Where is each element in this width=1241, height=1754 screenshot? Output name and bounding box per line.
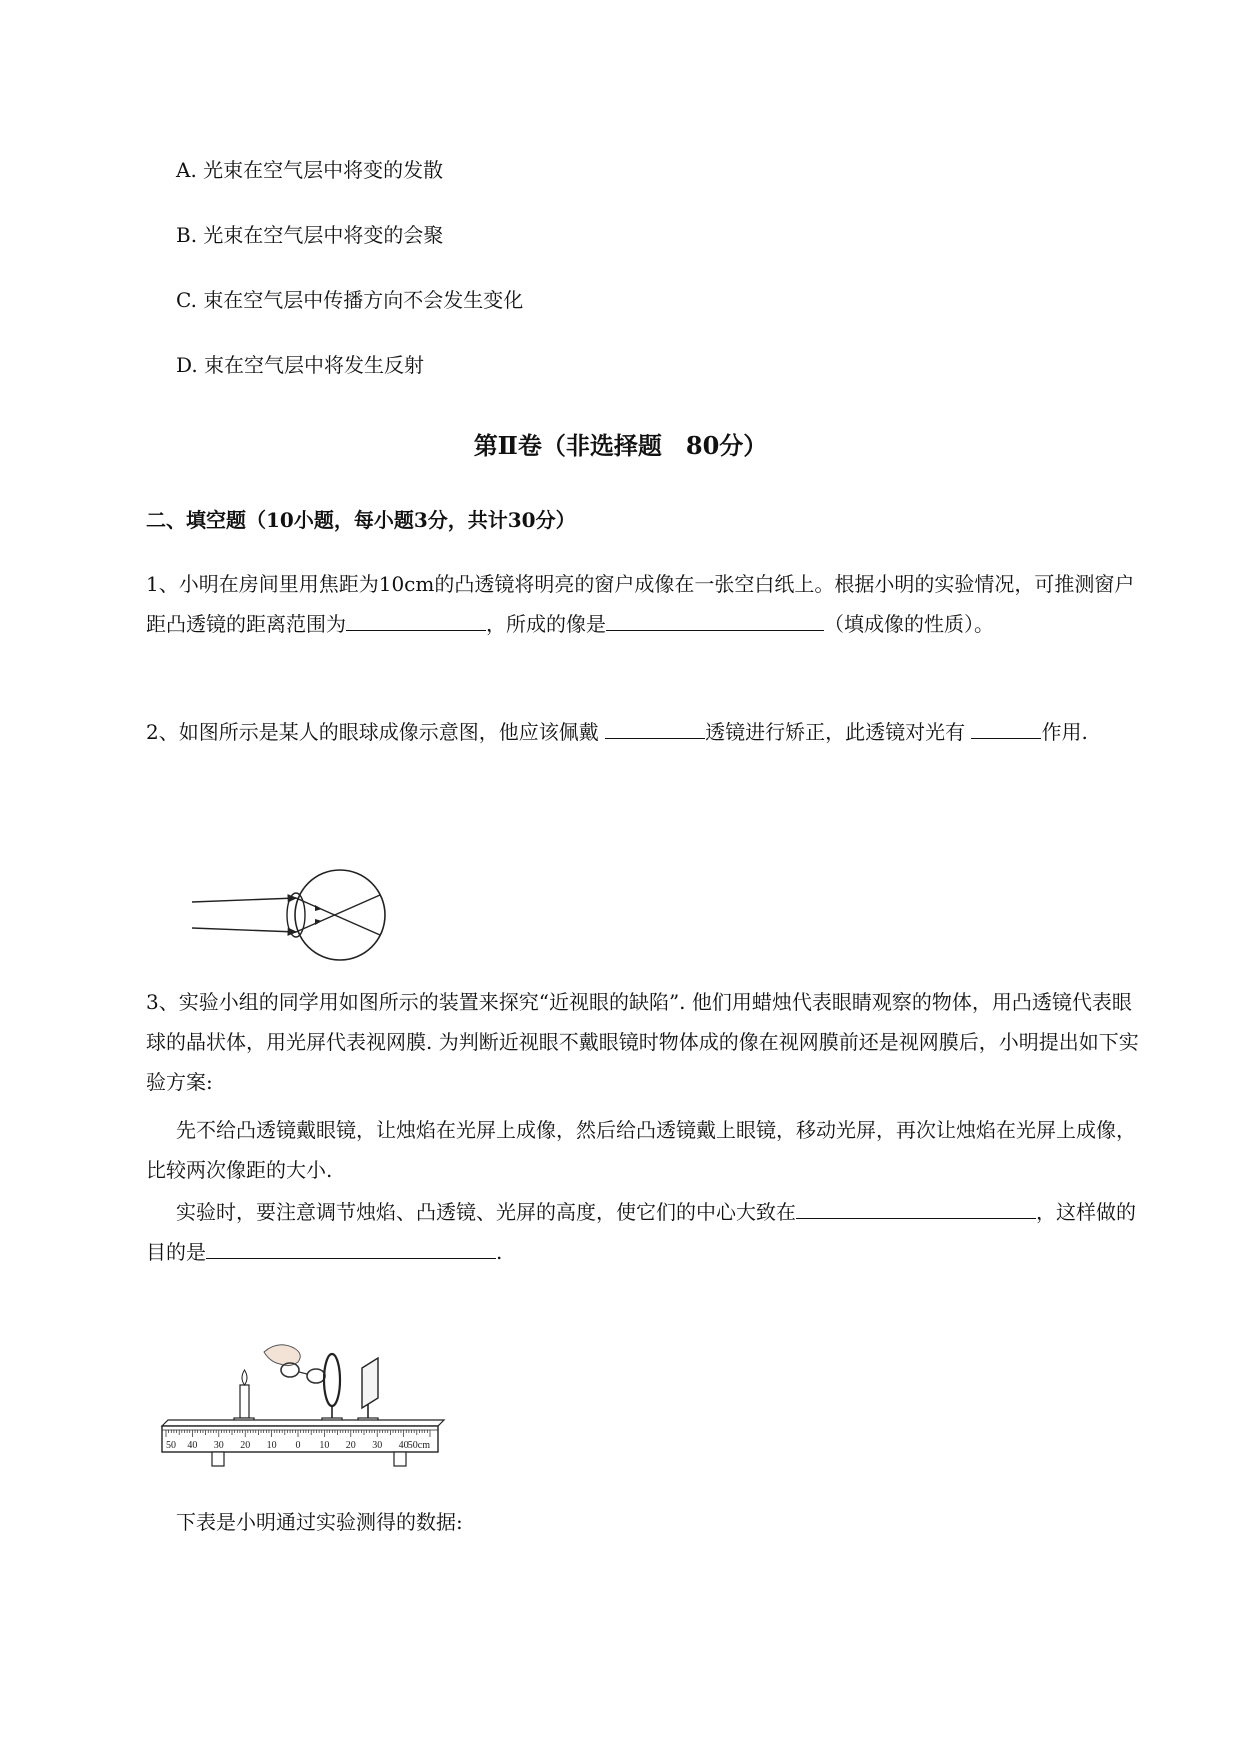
- q1-answer-blank-1[interactable]: [346, 604, 486, 631]
- ruler-tick-label: 10: [319, 1440, 330, 1451]
- ruler-tick-label: 40: [398, 1440, 409, 1451]
- option-letter: D.: [176, 353, 198, 377]
- ruler-tick-label: 50: [166, 1440, 176, 1451]
- light-ray-lower: [192, 928, 296, 932]
- ruler-tick-label: 50cm: [407, 1440, 430, 1451]
- question-1: [146, 564, 1146, 644]
- option-text: 光束在空气层中将变的会聚: [203, 223, 444, 247]
- option-a: [176, 150, 443, 190]
- light-screen: [358, 1358, 378, 1426]
- ruler-tick-label: 20: [240, 1440, 251, 1451]
- refracted-ray-lower: [296, 895, 380, 932]
- ruler-tick-label: 20: [345, 1440, 356, 1451]
- q3-text-2: ，这样做的目的是: [146, 1200, 1136, 1264]
- ruler-tick-label: 10: [266, 1440, 277, 1451]
- q2-answer-blank-2[interactable]: [971, 712, 1041, 739]
- option-b: [176, 215, 443, 255]
- ruler-tick-label: 0: [295, 1440, 301, 1451]
- q2-text-2: 透镜进行矫正，此透镜对光有: [705, 720, 972, 744]
- eye-lens: [287, 893, 305, 937]
- convex-lens: [322, 1354, 342, 1426]
- ruler-tick-label: 40: [187, 1440, 198, 1451]
- option-letter: C.: [176, 288, 197, 312]
- question-3-table-intro: 下表是小明通过实验测得的数据:: [176, 1510, 463, 1534]
- option-text: 束在空气层中传播方向不会发生变化: [203, 288, 524, 312]
- q2-text-1: 2、如图所示是某人的眼球成像示意图，他应该佩戴: [146, 720, 606, 744]
- light-ray-upper: [192, 898, 296, 902]
- option-text: 束在空气层中将发生反射: [204, 353, 425, 377]
- part-title: 第Ⅱ卷（非选择题 80分）: [473, 431, 768, 460]
- q2-text-3: 作用.: [1041, 720, 1088, 744]
- question-3-intro: 3、实验小组的同学用如图所示的装置来探究“近视眼的缺陷”. 他们用蜡烛代表眼睛观察的物体，用凸透镜代表眼球的晶状体，用光屏代表视网膜. 为判断近视眼不戴眼镜时物体成的像在视网膜前还是视网膜后，小明提出如下实验方案:: [146, 990, 1139, 1094]
- q3-answer-blank-2[interactable]: [206, 1232, 496, 1259]
- candle: [234, 1370, 254, 1426]
- q1-text-1: 1、小明在房间里用焦距为10cm的凸透镜将明亮的窗户成像在一张空白纸上。根据小明的实验情况，可推测窗户距凸透镜的距离范围为: [146, 572, 1135, 636]
- q3-text-3: .: [496, 1240, 503, 1264]
- option-c: [176, 280, 523, 320]
- refracted-ray-upper: [296, 898, 380, 935]
- q1-text-2: ，所成的像是: [486, 612, 606, 636]
- question-3-experiment: [146, 1192, 1146, 1272]
- section-title: 二、填空题（10小题，每小题3分，共计30分）: [146, 508, 576, 532]
- q1-answer-blank-2[interactable]: [606, 604, 824, 631]
- option-d: [176, 345, 424, 385]
- option-letter: B.: [176, 223, 198, 247]
- ruler-tick-label: 30: [372, 1440, 383, 1451]
- q2-answer-blank-1[interactable]: [605, 712, 705, 739]
- hand-with-glasses: [264, 1345, 325, 1383]
- q1-text-3: （填成像的性质）。: [824, 612, 994, 636]
- q3-text-1: 实验时，要注意调节烛焰、凸透镜、光屏的高度，使它们的中心大致在: [176, 1200, 796, 1224]
- eyeball: [295, 870, 385, 960]
- eye-diagram: [190, 860, 400, 970]
- q3-answer-blank-1[interactable]: [796, 1192, 1036, 1219]
- optical-bench-diagram: [166, 1330, 512, 1480]
- question-2: [146, 712, 1146, 752]
- question-3-plan: 先不给凸透镜戴眼镜，让烛焰在光屏上成像，然后给凸透镜戴上眼镜，移动光屏，再次让烛焰在光屏上成像，比较两次像距的大小.: [146, 1118, 1136, 1182]
- option-text: 光束在空气层中将变的发散: [203, 158, 444, 182]
- option-letter: A.: [176, 158, 197, 182]
- ruler-tick-label: 30: [213, 1440, 224, 1451]
